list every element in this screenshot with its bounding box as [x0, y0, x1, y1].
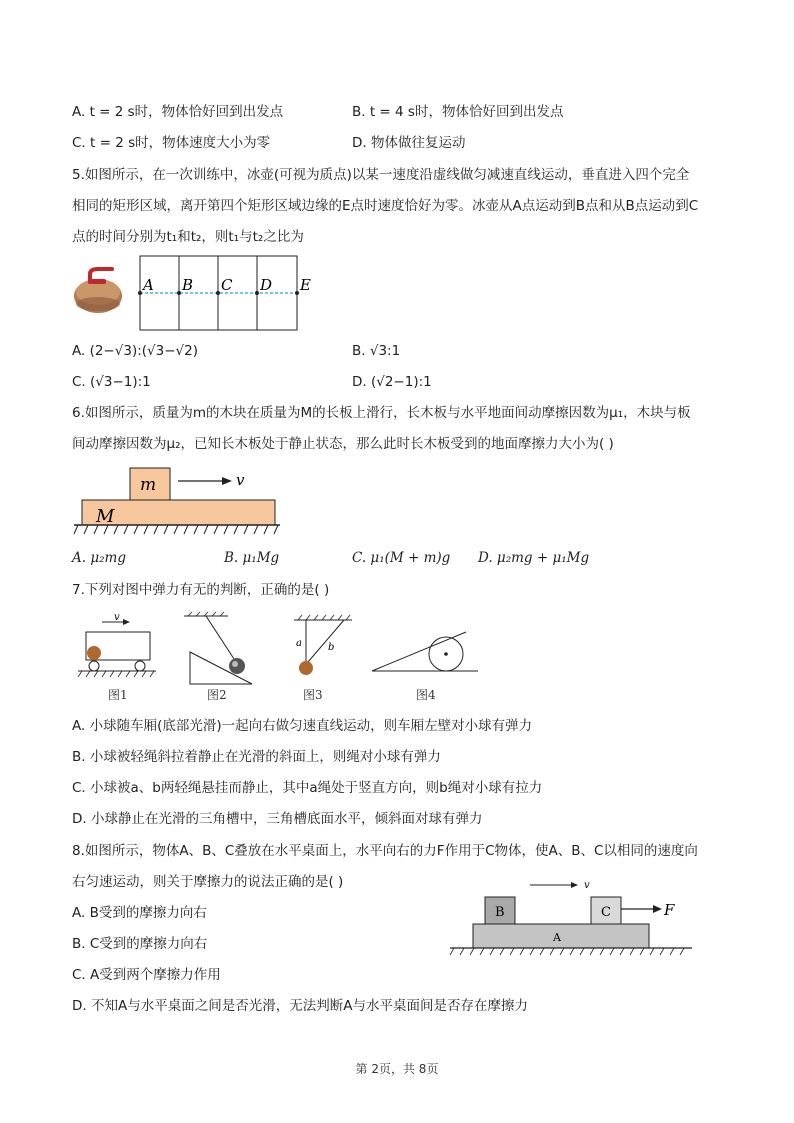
- q7-caption-1: 图1: [108, 688, 128, 702]
- q7-fig3-a: a: [296, 638, 302, 649]
- q4-option-b: B. t = 4 s时，物体恰好回到出发点: [352, 104, 564, 120]
- q8-option-a: A. B受到的摩擦力向右: [72, 905, 207, 921]
- q7-figure-4: [370, 628, 482, 678]
- q6-label-v: v: [236, 471, 245, 489]
- q5-label-b: B: [182, 276, 194, 294]
- q8-label-f: F: [664, 901, 675, 919]
- page-footer: 第 2页，共 8页: [355, 1062, 439, 1076]
- q7-option-c: C. 小球被a、b两轻绳悬挂而静止，其中a绳处于竖直方向，则b绳对小球有拉力: [72, 780, 543, 796]
- q7-figure-1: [76, 610, 158, 682]
- q6-label-m: m: [140, 475, 157, 495]
- q6-stem-line2: 间动摩擦因数为μ₂，已知长木板处于静止状态，那么此时长木板受到的地面摩擦力大小为( ): [72, 436, 614, 452]
- q5-label-a: A: [143, 276, 154, 294]
- q4-option-c: C. t = 2 s时，物体速度大小为零: [72, 135, 271, 151]
- q4-option-a: A. t = 2 s时，物体恰好回到出发点: [72, 104, 284, 120]
- q6-option-b: B. μ₁Mg: [224, 550, 280, 566]
- q8-stem-line1: 8.如图所示，物体A、B、C叠放在水平桌面上，水平向右的力F作用于C物体，使A、B、C以相同的速度向: [72, 843, 698, 859]
- q8-stem-line2: 右匀速运动，则关于摩擦力的说法正确的是( ): [72, 874, 344, 890]
- q8-label-v: v: [584, 880, 590, 891]
- q7-fig1-v: v: [114, 612, 120, 623]
- q5-option-b: B. √3:1: [352, 343, 401, 359]
- q8-label-a: A: [553, 931, 561, 944]
- q7-caption-2: 图2: [207, 688, 227, 702]
- q6-board-figure: [72, 462, 282, 542]
- q7-caption-4: 图4: [416, 688, 436, 702]
- q7-stem: 7.下列对图中弹力有无的判断，正确的是( ): [72, 582, 330, 598]
- q4-option-d: D. 物体做往复运动: [352, 135, 466, 151]
- q7-option-d: D. 小球静止在光滑的三角槽中，三角槽底面水平，倾斜面对球有弹力: [72, 811, 483, 827]
- q5-option-c: C. (√3−1):1: [72, 374, 151, 390]
- q7-figure-3: [278, 614, 358, 684]
- q7-option-a: A. 小球随车厢(底部光滑)一起向右做匀速直线运动，则车厢左壁对小球有弹力: [72, 718, 533, 734]
- q6-option-c: C. μ₁(M + m)g: [352, 550, 451, 566]
- q5-label-d: D: [260, 276, 273, 294]
- q5-label-c: C: [221, 276, 233, 294]
- velocity-arrow-icon: [222, 477, 232, 485]
- q8-option-b: B. C受到的摩擦力向右: [72, 936, 208, 952]
- q8-label-b: B: [495, 905, 505, 920]
- q5-stem-line1: 5.如图所示，在一次训练中，冰壶(可视为质点)以某一速度沿虚线做匀减速直线运动，垂直进入四个完全: [72, 167, 690, 183]
- q5-stem-line2: 相同的矩形区域，离开第四个矩形区域边缘的E点时速度恰好为零。冰壶从A点运动到B点和从B点运动到C: [72, 198, 699, 214]
- q6-option-a: A. μ₂mg: [72, 550, 126, 566]
- q5-stem-line3: 点的时间分别为t₁和t₂，则t₁与t₂之比为: [72, 229, 304, 245]
- q5-option-a: A. (2−√3):(√3−√2): [72, 343, 198, 359]
- q7-fig3-b: b: [328, 642, 335, 653]
- q6-stem-line1: 6.如图所示，质量为m的木块在质量为M的长板上滑行，长木板与水平地面间动摩擦因数为μ₁，木块与板: [72, 405, 691, 421]
- q7-option-b: B. 小球被轻绳斜拉着静止在光滑的斜面上，则绳对小球有弹力: [72, 749, 441, 765]
- q8-option-d: D. 不知A与水平桌面之间是否光滑，无法判断A与水平桌面间是否存在摩擦力: [72, 998, 528, 1014]
- curling-stone-icon: [74, 269, 122, 313]
- q8-label-c: C: [601, 905, 611, 920]
- q5-label-e: E: [300, 276, 311, 294]
- q8-option-c: C. A受到两个摩擦力作用: [72, 967, 221, 983]
- q5-curling-figure: [68, 252, 338, 334]
- q6-option-d: D. μ₂mg + μ₁Mg: [478, 550, 590, 566]
- q7-caption-3: 图3: [303, 688, 323, 702]
- q7-figure-2: [178, 612, 258, 688]
- force-arrow-icon: [653, 905, 662, 913]
- q5-option-d: D. (√2−1):1: [352, 374, 432, 390]
- q8-blocks-figure: [446, 872, 696, 960]
- q6-label-M: M: [96, 506, 115, 527]
